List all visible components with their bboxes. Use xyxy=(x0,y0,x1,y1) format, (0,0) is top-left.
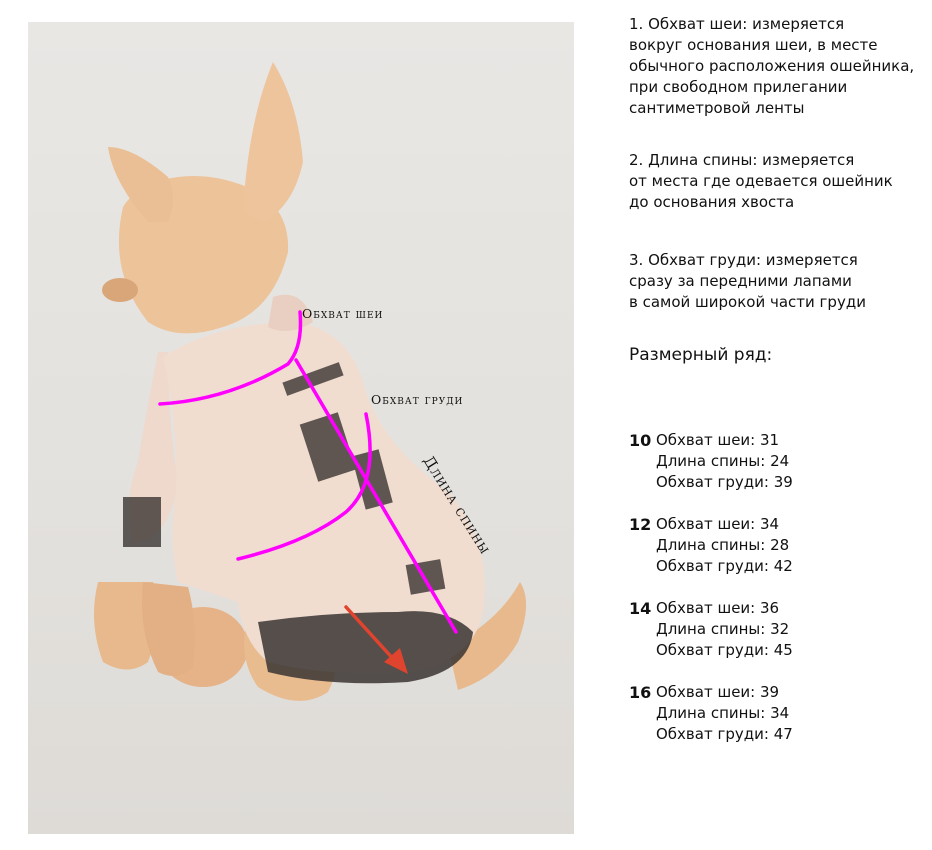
back-length-label: Длина спины xyxy=(419,452,495,558)
size-back: Длина спины: 32 xyxy=(656,620,790,638)
dog-illustration xyxy=(28,22,574,834)
size-block xyxy=(629,430,929,514)
size-chest: Обхват груди: 42 xyxy=(656,557,793,575)
size-chest: Обхват груди: 45 xyxy=(656,641,793,659)
size-neck: Обхват шеи: 31 xyxy=(656,431,780,449)
size-block xyxy=(629,682,929,766)
size-chest: Обхват груди: 39 xyxy=(656,473,793,491)
size-number: 12 xyxy=(629,515,652,534)
size-chest: Обхват груди: 47 xyxy=(656,725,793,743)
size-back: Длина спины: 34 xyxy=(656,704,790,722)
size-neck: Обхват шеи: 39 xyxy=(656,683,780,701)
size-number: 14 xyxy=(629,599,652,618)
size-neck: Обхват шеи: 34 xyxy=(656,515,780,533)
size-number: 16 xyxy=(629,683,652,702)
size-neck: Обхват шеи: 36 xyxy=(656,599,780,617)
instruction-back: 2. Длина спины: измеряется от места где одевается ошейник до основания хвоста xyxy=(629,151,893,211)
size-block xyxy=(629,598,929,682)
size-block xyxy=(629,514,929,598)
size-number: 10 xyxy=(629,431,652,450)
instruction-neck: 1. Обхват шеи: измеряется вокруг основания шеи, в месте обычного расположения ошейника, при свободном прилегании сантиметровой ленты xyxy=(629,15,915,117)
size-range-title: Размерный ряд: xyxy=(629,345,773,365)
neck-girth-label: Обхват шеи xyxy=(302,306,384,321)
dog-photo xyxy=(28,22,574,834)
size-range-list xyxy=(629,430,929,766)
chest-girth-label: Обхват груди xyxy=(371,392,464,407)
size-back: Длина спины: 24 xyxy=(656,452,790,470)
instruction-chest: 3. Обхват груди: измеряется сразу за передними лапами в самой широкой части груди xyxy=(629,251,866,311)
size-back: Длина спины: 28 xyxy=(656,536,790,554)
